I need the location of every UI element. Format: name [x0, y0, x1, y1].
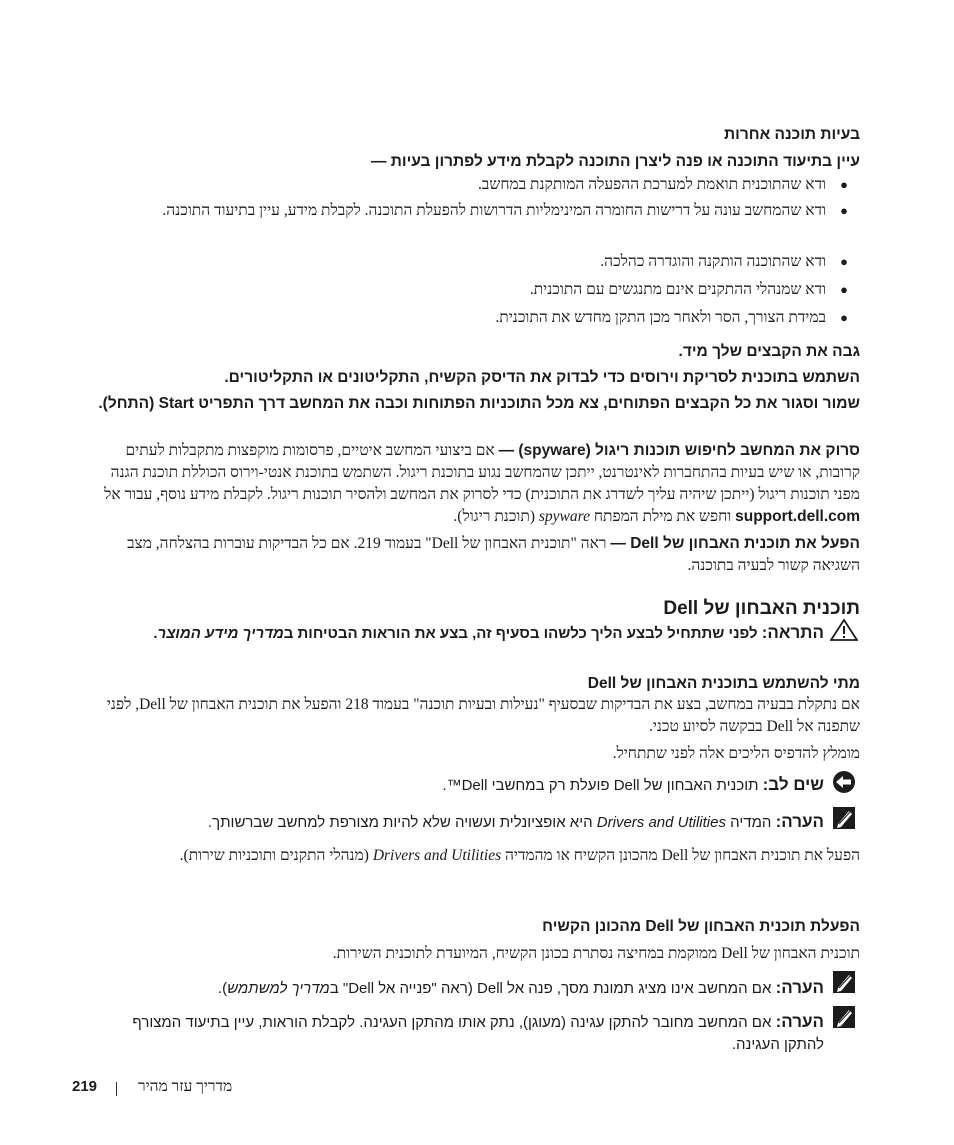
note-no-display: הערה: אם המחשב אינו מציג תמונת מסך, פנה אל Dell (ראה "פנייה אל Dell" במדריך למשתמש).: [217, 978, 824, 997]
list-item: ● ודא שהתוכנה הותקנה והוגדרה כהלכה.: [96, 251, 860, 273]
bullet-icon: ●: [840, 203, 848, 218]
page-number: 219: [72, 1078, 98, 1095]
section-heading-other-problems: בעיות תוכנה אחרות: [724, 126, 860, 143]
list-item: ● ודא שהמחשב עונה על דרישות החומרה המינימליות הדרושות להפעלת התוכנה. לקבלת מידע, עיין בתיעוד התוכנה.: [96, 200, 860, 222]
note-pencil-icon: [830, 970, 858, 994]
list-item: ● במידת הצורך, הסר ולאחר מכן התקן מחדש את התוכנית.: [96, 307, 860, 329]
when-to-use-text: אם נתקלת בבעיה במחשב, בצע את הבדיקות שבסעיף "נעילות ובעיות תוכנה" בעמוד 218 והפעל את תוכנית האבחון של Dell, לפני שתפנה אל Dell בבקשה לסיוע טכני.: [106, 696, 860, 735]
run-from-media-paragraph: הפעל את תוכנית האבחון של Dell מהכונן הקשיח או מהמדיה Drivers and Utilities (מנהלי התקנים ותוכניות שירות).: [179, 847, 860, 864]
guide-title: מדריך עזר מהיר: [138, 1078, 233, 1095]
notice-note: שים לב: תוכנית האבחון של Dell פועלת רק במחשבי Dell™.: [442, 775, 824, 794]
support-url: support.dell.com: [735, 508, 860, 525]
subheading-hard-drive: הפעלת תוכנית האבחון של Dell מהכונן הקשיח: [542, 918, 860, 935]
bullet-icon: ●: [840, 177, 848, 192]
hard-drive-text: תוכנית האבחון של Dell ממוקמת במחיצה נסתרת בכונן הקשיח, המיועדת לתוכנית השירות.: [332, 945, 860, 962]
note-pencil-icon: [830, 806, 858, 830]
notice-arrow-icon: [830, 770, 858, 794]
bullet-icon: ●: [840, 310, 848, 325]
shutdown-instruction: שמור וסגור את כל הקבצים הפתוחים, צא מכל התוכניות הפתוחות וכבה את המחשב דרך התפריט Start (התחל).: [98, 395, 860, 412]
list-item: ● ודא שהתוכנית תואמת למערכת ההפעלה המותקנת במחשב.: [96, 174, 860, 196]
footer-divider: [116, 1082, 117, 1096]
run-diagnostics-paragraph: הפעל את תוכנית האבחון של Dell — ראה "תוכנית האבחון של Dell" בעמוד 219. אם כל הבדיקות עוברות בהצלחה, מצב השגיאה קשור לבעיה בתוכנה.: [127, 535, 860, 574]
caution-triangle-icon: [830, 618, 858, 642]
note-docking: הערה: אם המחשב מחובר להתקן עגינה (מעוגן), נתק אותו מהתקן העגינה. לקבלת הוראות, עיין בתיעוד המצורף להתקן העגינה.: [132, 1012, 824, 1053]
note-pencil-icon: [830, 1005, 858, 1029]
print-recommendation: מומלץ להדפיס הליכים אלה לפני שתתחיל.: [612, 745, 860, 762]
subheading-when-to-use: מתי להשתמש בתוכנית האבחון של Dell: [587, 675, 860, 692]
virus-scan-instruction: השתמש בתוכנית לסריקת וירוסים כדי לבדוק את הדיסק הקשיח, התקליטונים או התקליטורים.: [224, 369, 860, 386]
list-item: ● ודא שמנהלי ההתקנים אינם מתנגשים עם התוכנית.: [96, 279, 860, 301]
section-heading-dell-diagnostics: תוכנית האבחון של Dell: [663, 598, 860, 619]
spyware-paragraph: סרוק את המחשב לחיפוש תוכנות ריגול (spyware) — אם ביצועי המחשב איטיים, פרסומות מוקפצות מתקבלות לעתים קרובות, או שיש בעיות בהתחברות לאינטרנט, ייתכן שהמחשב נגוע בתוכנת ריגול. השתמש בתוכנת אנטי-וירוס הכוללת תוכנת הגנה מפני תוכנות ריגול (ייתכן שיהיה עליך לשדרג את התוכנית) כדי לסרוק את המחשב ולהסיר תוכנות ריגול. לקבלת מידע נוסף, עבור אל support.dell.com וחפש את מילת המפתח spyware (תוכנת ריגול).: [104, 442, 860, 525]
bullet-icon: ●: [840, 254, 848, 269]
bullet-icon: ●: [840, 282, 848, 297]
note-media-optional: הערה: המדיה Drivers and Utilities היא אופציונלית ועשויה שלא להיות מצורפת למחשב שברשותך.: [208, 812, 824, 831]
lead-software-docs: עיין בתיעוד התוכנה או פנה ליצרן התוכנה לקבלת מידע לפתרון בעיות —: [370, 153, 860, 170]
page-footer: [60, 1078, 340, 1102]
backup-instruction: גבה את הקבצים שלך מיד.: [678, 343, 860, 360]
caution-note: התראה: לפני שתתחיל לבצע הליך כלשהו בסעיף זה, בצע את הוראות הבטיחות במדריך מידע המוצר.: [153, 623, 824, 642]
